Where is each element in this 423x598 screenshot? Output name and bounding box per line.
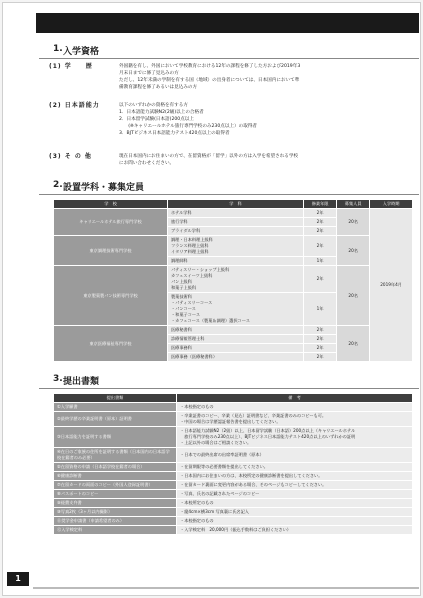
document-name: ⑫入学検定料: [54, 526, 177, 535]
school-name: キャリエールホテル旅行専門学校: [54, 209, 168, 236]
school-name: 東京製菓製パン技術専門学校: [54, 266, 168, 326]
document-note: ・在留期限等の必要書類を提出してください。: [177, 463, 413, 472]
table-row: [54, 326, 413, 335]
document-note: ・本校指定のもの: [177, 517, 413, 526]
document-note: ・写真、氏名の記載されたページのコピー: [177, 490, 413, 499]
documents-header-row: [54, 394, 413, 403]
document-name: ⑥健康診断書: [54, 472, 177, 481]
subject-name: 調理・日本料理上級科 フランス料理上級科 イタリア料理上級科: [167, 236, 303, 257]
brochure-sheet: [2, 2, 421, 596]
col-header-document: 提出書類: [54, 394, 177, 403]
subject-years: 2年: [304, 326, 337, 335]
documents-table: [53, 393, 413, 535]
qualification-line: ただし、12年未満の学制を有する国（地域）の出身者については、日本国内において準: [119, 78, 300, 83]
subject-years: 2年: [304, 344, 337, 353]
qualification-line: 以下のいずれかの資格を有する方: [119, 103, 188, 108]
subject-name: 医療事務科: [167, 344, 303, 353]
table-row: [54, 508, 413, 517]
qualification-line: にお問い合わせください。: [119, 161, 175, 166]
table-row: [54, 472, 413, 481]
document-name: ⑤在留資格の申請（日本語学校在籍者の場合）: [54, 463, 177, 472]
col-header-school: 学 校: [54, 200, 168, 209]
document-name: ④在日のご家族の住所を証明する書類（日本国内の日本語学校在籍者のみ必要）: [54, 448, 177, 463]
document-note: ・日本国内にお住まいの方は、本校所定の健康診断書を提出してください。: [177, 472, 413, 481]
subject-years: 2年: [304, 335, 337, 344]
table-row: [54, 412, 413, 427]
document-note: ・縦4cm×横3cm 写真裏に氏名記入: [177, 508, 413, 517]
school-name: 東京医療福祉専門学校: [54, 326, 168, 362]
document-note: ・入学検定料 20,000円（振込手数料はご負担ください）: [177, 526, 413, 535]
col-header-entry: 入学時期: [370, 200, 413, 209]
qualification-body: [119, 102, 419, 137]
col-header-years: 修業年限: [304, 200, 337, 209]
document-name: ⑦在留カードの両面のコピー（外国人登録証明書）: [54, 481, 177, 490]
table-row: [54, 463, 413, 472]
col-header-remarks: 備 考: [177, 394, 413, 403]
section-1-title: 入学資格: [63, 47, 100, 57]
subject-name: パティスリー・ショップ上級科 カフェスイーツ上級科 パン上級科 和菓子上級科: [167, 266, 303, 293]
subject-years: 2年: [304, 266, 337, 293]
document-note: ・卒業証書のコピー、卒業（見込）証明書など、卒業証書のみのコピーも可。 ・中国の場合は学歴認証報告書を提出してください。: [177, 412, 413, 427]
school-capacity: 20名: [337, 266, 370, 326]
subject-years: 2年: [304, 227, 337, 236]
subject-name: 医療事務（医療秘書科）: [167, 353, 303, 362]
entry-period: 2019年4月: [370, 209, 413, 362]
document-name: ⑨経費支弁書: [54, 499, 177, 508]
document-name: ⑧パスポートのコピー: [54, 490, 177, 499]
subject-years: 2年: [304, 236, 337, 257]
qualification-label: (2) 日本語能力: [49, 102, 100, 109]
table-row: [54, 236, 413, 257]
document-name: ⑩写真2枚（3ヶ月以内撮影）: [54, 508, 177, 517]
section-2-number: 2.: [53, 180, 63, 190]
table-row: [54, 403, 413, 412]
subject-years: 1年: [304, 257, 337, 266]
qualification-line: 現在日本国内にお住まいの方で、在留資格が「留学」以外の方は入学を希望される学校: [119, 154, 299, 159]
document-note: ・本校所定のもの: [177, 499, 413, 508]
section-2-title: 設置学科・募集定員: [63, 183, 145, 193]
document-name: ⑪奨学金申請書（申請希望者のみ）: [54, 517, 177, 526]
qualification-line: 3．BJTビジネス日本語能力テスト420点以上の取得者: [119, 131, 230, 136]
section-2-heading: [39, 181, 419, 195]
document-note: ・本校指定のもの: [177, 403, 413, 412]
subject-name: 調理師科: [167, 257, 303, 266]
departments-table: [53, 199, 413, 362]
table-row: [54, 499, 413, 508]
qualification-body: [119, 153, 419, 167]
subject-name: ブライダル学科: [167, 227, 303, 236]
table-row: [54, 427, 413, 448]
document-name: ③日本語能力を証明する書類: [54, 427, 177, 448]
document-name: ①入学願書: [54, 403, 177, 412]
qualification-body: [119, 63, 419, 91]
document-name: ②最終学歴の卒業証明書（原本）証明書: [54, 412, 177, 427]
page-number: 1: [7, 572, 29, 586]
table-row: [54, 526, 413, 535]
school-name: 東京調理技術専門学校: [54, 236, 168, 266]
section-3-number: 3.: [53, 374, 63, 384]
qualification-line: 2．日本留学試験(日本語)200点以上: [119, 117, 194, 122]
qualification-line: (※キャリエールホテル旅行専門学校のみ230点以上）の取得者: [119, 124, 258, 129]
header-bar: [36, 13, 419, 33]
section-1-heading: [39, 45, 419, 59]
document-note: ・在留カード裏面に変更内容がある場合、そのページもコピーしてください。: [177, 481, 413, 490]
subject-name: ホテル学科: [167, 209, 303, 218]
subject-name: 診療情報管理士科: [167, 335, 303, 344]
departments-header-row: [54, 200, 413, 209]
table-row: [54, 481, 413, 490]
school-capacity: 20名: [337, 209, 370, 236]
school-capacity: 20名: [337, 326, 370, 362]
qualification-line: 月末日までに修了見込みの方: [119, 71, 179, 76]
col-header-capacity: 募集人員: [337, 200, 370, 209]
subject-name: 旅行学科: [167, 218, 303, 227]
table-row: [54, 266, 413, 293]
subject-name: 医療秘書科: [167, 326, 303, 335]
footer-divider: [33, 587, 419, 589]
subject-years: 1年: [304, 293, 337, 326]
document-note: ・日本語能力試験N2（2級）以上、日本留学試験（日本語）200点以上（キャリエールホテル 旅行専門学校のみ230点以上）、BJTビジネス日本語能力テスト420点以上のいずれかの証明 ・上記以外の場合はご相談ください。: [177, 427, 413, 448]
qualification-line: 外国籍を有し、外国において学校教育における12年の課程を修了した方および2019年3: [119, 64, 301, 69]
section-3-heading: [39, 375, 419, 389]
table-row: [54, 448, 413, 463]
table-row: [54, 209, 413, 218]
table-row: [54, 517, 413, 526]
school-capacity: 20名: [337, 236, 370, 266]
qualification-label: (1) 学 歴: [49, 63, 93, 70]
document-note: ・日本での最終出席の出席率証明書（原本）: [177, 448, 413, 463]
subject-years: 2年: [304, 218, 337, 227]
subject-years: 2年: [304, 353, 337, 362]
subject-years: 2年: [304, 209, 337, 218]
qualification-label: (3) そ の 他: [49, 153, 92, 160]
qualification-line: 1．日本語能力試験N2(2級)以上の合格者: [119, 110, 204, 115]
section-3-title: 提出書類: [63, 377, 100, 387]
col-header-subject: 学 科: [167, 200, 303, 209]
qualification-line: 備教育課程を修了あるいは見込みの方: [119, 85, 198, 90]
table-row: [54, 490, 413, 499]
section-1-number: 1.: [53, 44, 63, 54]
subject-name: 製菓技術科 ・パティスリーコース ・パンコース ・和菓子コース ・カフェコース（製菓＆調理）選択コース: [167, 293, 303, 326]
